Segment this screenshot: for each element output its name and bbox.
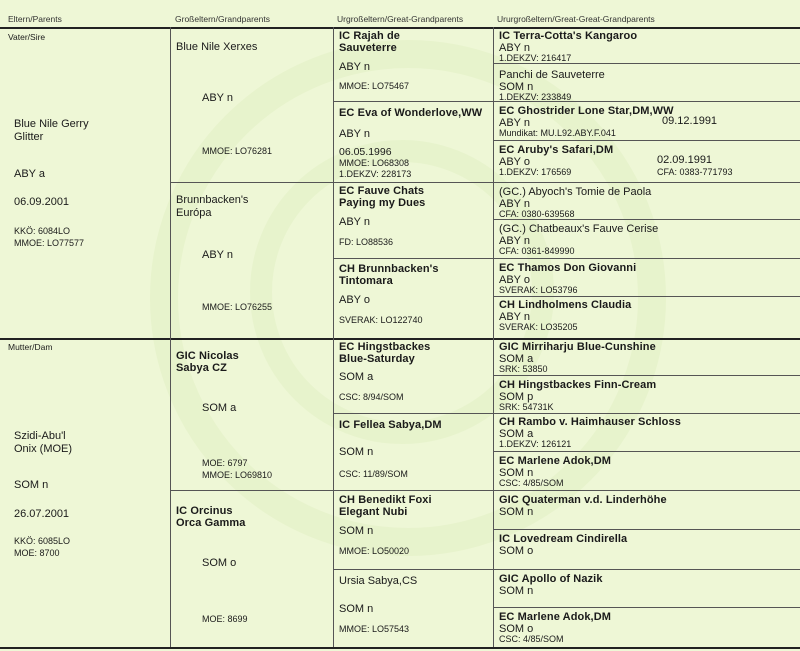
rule-gg8 [493, 607, 800, 608]
header-parents: Eltern/Parents [8, 14, 62, 24]
sire-ggp4-reg: SVERAK: LO122740 [339, 315, 423, 325]
sire-reg1: KKÖ: 6084LO [14, 226, 71, 236]
sire-ggp4-color: ABY o [339, 294, 370, 306]
sire-ggp1-reg: MMOE: LO75467 [339, 81, 410, 91]
sire-ggp4-name-line2: Tintomara [339, 275, 393, 287]
sire-ggp1-name-line2: Sauveterre [339, 42, 397, 54]
dam-gggp2-reg: SRK: 54731K [499, 402, 554, 412]
sire-ggp1-color: ABY n [339, 61, 370, 73]
dam-gggp3-name: CH Rambo v. Haimhauser Schloss [499, 416, 681, 428]
dam-gggp7-name: GIC Apollo of Nazik [499, 573, 603, 585]
sire-gggp3-name: EC Ghostrider Lone Star,DM,WW [499, 105, 674, 117]
sire-gggp2-reg: 1.DEKZV: 233849 [499, 92, 572, 102]
dam-ggp1-name-line2: Blue-Saturday [339, 353, 415, 365]
dam-gggp6-color: SOM o [499, 545, 534, 557]
sire-gggp4-date: 02.09.1991 [657, 154, 713, 166]
middle-rule [0, 338, 800, 340]
sire-name-line2: Glitter [14, 131, 44, 143]
col-divider-2 [333, 27, 334, 647]
sire-gggp2-color: SOM n [499, 81, 534, 93]
dam-ggp1-name-line1: EC Hingstbackes [339, 341, 431, 353]
col-divider-1 [170, 27, 171, 647]
sire-gggp8-reg: SVERAK: LO35205 [499, 322, 578, 332]
sire-gggp5-name: (GC.) Abyoch's Tomie de Paola [499, 186, 652, 198]
sire-label: Vater/Sire [8, 32, 46, 42]
dam-gggp8-name: EC Marlene Adok,DM [499, 611, 612, 623]
dam-ggp3-name-line1: CH Benedikt Foxi [339, 494, 432, 506]
dam-gp1-reg2: MMOE: LO69810 [202, 470, 273, 480]
sire-gggp7-name: EC Thamos Don Giovanni [499, 262, 637, 274]
dam-name-line1: Szidi-Abu'l [14, 430, 66, 442]
sire-gggp5-reg: CFA: 0380-639568 [499, 209, 575, 219]
sire-gggp1-color: ABY n [499, 42, 530, 54]
sire-gggp4-reg2: CFA: 0383-771793 [657, 167, 733, 177]
sire-gggp6-name: (GC.) Chatbeaux's Fauve Cerise [499, 223, 659, 235]
sire-gp1-name: Blue Nile Xerxes [176, 41, 258, 53]
dam-gggp8-reg: CSC: 4/85/SOM [499, 634, 564, 644]
header-great-great-grandparents: Ururgroßeltern/Great-Great-Grandparents [497, 14, 655, 24]
dam-ggp2-color: SOM n [339, 446, 374, 458]
sire-color: ABY a [14, 168, 45, 180]
dam-gggp4-name: EC Marlene Adok,DM [499, 455, 612, 467]
sire-gggp6-color: ABY n [499, 235, 530, 247]
dam-label: Mutter/Dam [8, 342, 53, 352]
sire-gp2-name-line1: Brunnbacken's [176, 194, 249, 206]
sire-ggp2-name: EC Eva of Wonderlove,WW [339, 107, 483, 119]
rule-dam-grandparents [170, 490, 800, 491]
dam-name-line2: Onix (MOE) [14, 443, 73, 455]
dam-gp2-reg: MOE: 8699 [202, 614, 248, 624]
rule-d2 [333, 569, 800, 570]
sire-gggp3-date: 09.12.1991 [662, 115, 718, 127]
sire-ggp2-dob: 06.05.1996 [339, 146, 392, 158]
sire-gp1-reg: MMOE: LO76281 [202, 146, 273, 156]
dam-gggp7-color: SOM n [499, 585, 534, 597]
dam-ggp1-reg: CSC: 8/94/SOM [339, 392, 404, 402]
rule-gg4 [493, 296, 800, 297]
sire-gp1-color: ABY n [202, 92, 233, 104]
bottom-rule [0, 647, 800, 649]
sire-ggp2-color: ABY n [339, 128, 370, 140]
sire-reg2: MMOE: LO77577 [14, 238, 85, 248]
dam-gp1-reg1: MOE: 6797 [202, 458, 248, 468]
dam-ggp4-color: SOM n [339, 603, 374, 615]
dam-gggp1-reg: SRK: 53850 [499, 364, 548, 374]
dam-color: SOM n [14, 479, 49, 491]
dam-gggp1-color: SOM a [499, 353, 534, 365]
rule-d1 [333, 413, 800, 414]
rule-gg2 [493, 140, 800, 141]
dam-gggp2-color: SOM p [499, 391, 534, 403]
dam-gp1-name-line2: Sabya CZ [176, 362, 227, 374]
sire-gggp3-color: ABY n [499, 117, 530, 129]
sire-gggp1-reg: 1.DEKZV: 216417 [499, 53, 572, 63]
sire-ggp3-reg: FD: LO88536 [339, 237, 394, 247]
sire-ggp3-name-line2: Paying my Dues [339, 197, 426, 209]
sire-gggp1-name: IC Terra-Cotta's Kangaroo [499, 30, 638, 42]
dam-gp2-name-line1: IC Orcinus [176, 505, 233, 517]
dam-ggp3-reg: MMOE: LO50020 [339, 546, 410, 556]
sire-ggp1-name-line1: IC Rajah de [339, 30, 401, 42]
sire-ggp2-reg2: 1.DEKZV: 228173 [339, 169, 412, 179]
sire-gggp3-reg: Mundikat: MU.L92.ABY.F.041 [499, 128, 616, 138]
dam-ggp2-reg: CSC: 11/89/SOM [339, 469, 408, 479]
dam-gggp8-color: SOM o [499, 623, 534, 635]
rule-sire-grandparents [170, 182, 800, 183]
sire-ggp4-name-line1: CH Brunnbacken's [339, 263, 439, 275]
sire-gggp8-name: CH Lindholmens Claudia [499, 299, 632, 311]
dam-ggp2-name: IC Fellea Sabya,DM [339, 419, 442, 431]
sire-gggp7-color: ABY o [499, 274, 530, 286]
sire-gp2-color: ABY n [202, 249, 233, 261]
top-rule [0, 27, 800, 29]
dam-ggp3-name-line2: Elegant Nubi [339, 506, 408, 518]
dam-gggp4-reg: CSC: 4/85/SOM [499, 478, 564, 488]
sire-gggp5-color: ABY n [499, 198, 530, 210]
dam-gggp5-color: SOM n [499, 506, 534, 518]
dam-ggp4-reg: MMOE: LO57543 [339, 624, 410, 634]
dam-gggp1-name: GIC Mirriharju Blue-Cunshine [499, 341, 656, 353]
header-great-grandparents: Urgroßeltern/Great-Grandparents [337, 14, 464, 24]
dam-dob: 26.07.2001 [14, 508, 70, 520]
dam-gp1-color: SOM a [202, 402, 237, 414]
sire-gp2-name-line2: Európa [176, 207, 212, 219]
dam-reg1: KKÖ: 6085LO [14, 536, 71, 546]
sire-gggp8-color: ABY n [499, 311, 530, 323]
sire-gggp7-reg: SVERAK: LO53796 [499, 285, 578, 295]
dam-gp2-name-line2: Orca Gamma [176, 517, 246, 529]
sire-gggp6-reg: CFA: 0361-849990 [499, 246, 575, 256]
sire-gp2-reg: MMOE: LO76255 [202, 302, 273, 312]
sire-gggp4-name: EC Aruby's Safari,DM [499, 144, 614, 156]
sire-gggp4-reg: 1.DEKZV: 176569 [499, 167, 572, 177]
sire-ggp3-name-line1: EC Fauve Chats [339, 185, 425, 197]
rule-gg7 [493, 529, 800, 530]
sire-gggp2-name: Panchi de Sauveterre [499, 69, 605, 81]
sire-ggp2-reg1: MMOE: LO68308 [339, 158, 410, 168]
dam-gp2-color: SOM o [202, 557, 237, 569]
dam-ggp3-color: SOM n [339, 525, 374, 537]
sire-name-line1: Blue Nile Gerry [14, 118, 89, 130]
dam-gggp3-color: SOM a [499, 428, 534, 440]
sire-dob: 06.09.2001 [14, 196, 70, 208]
dam-gggp5-name: GIC Quaterman v.d. Linderhöhe [499, 494, 667, 506]
dam-gggp4-color: SOM n [499, 467, 534, 479]
dam-gggp3-reg: 1.DEKZV: 126121 [499, 439, 572, 449]
col-divider-3 [493, 27, 494, 647]
sire-gggp4-color: ABY o [499, 156, 530, 168]
dam-gggp2-name: CH Hingstbackes Finn-Cream [499, 379, 657, 391]
rule-gg5 [493, 375, 800, 376]
dam-reg2: MOE: 8700 [14, 548, 60, 558]
header-grandparents: Großeltern/Grandparents [175, 14, 270, 24]
dam-ggp1-color: SOM a [339, 371, 374, 383]
rule-s2 [333, 258, 800, 259]
rule-gg6 [493, 451, 800, 452]
sire-ggp3-color: ABY n [339, 216, 370, 228]
dam-gp1-name-line1: GIC Nicolas [176, 350, 239, 362]
dam-ggp4-name: Ursia Sabya,CS [339, 575, 418, 587]
dam-gggp6-name: IC Lovedream Cindirella [499, 533, 628, 545]
